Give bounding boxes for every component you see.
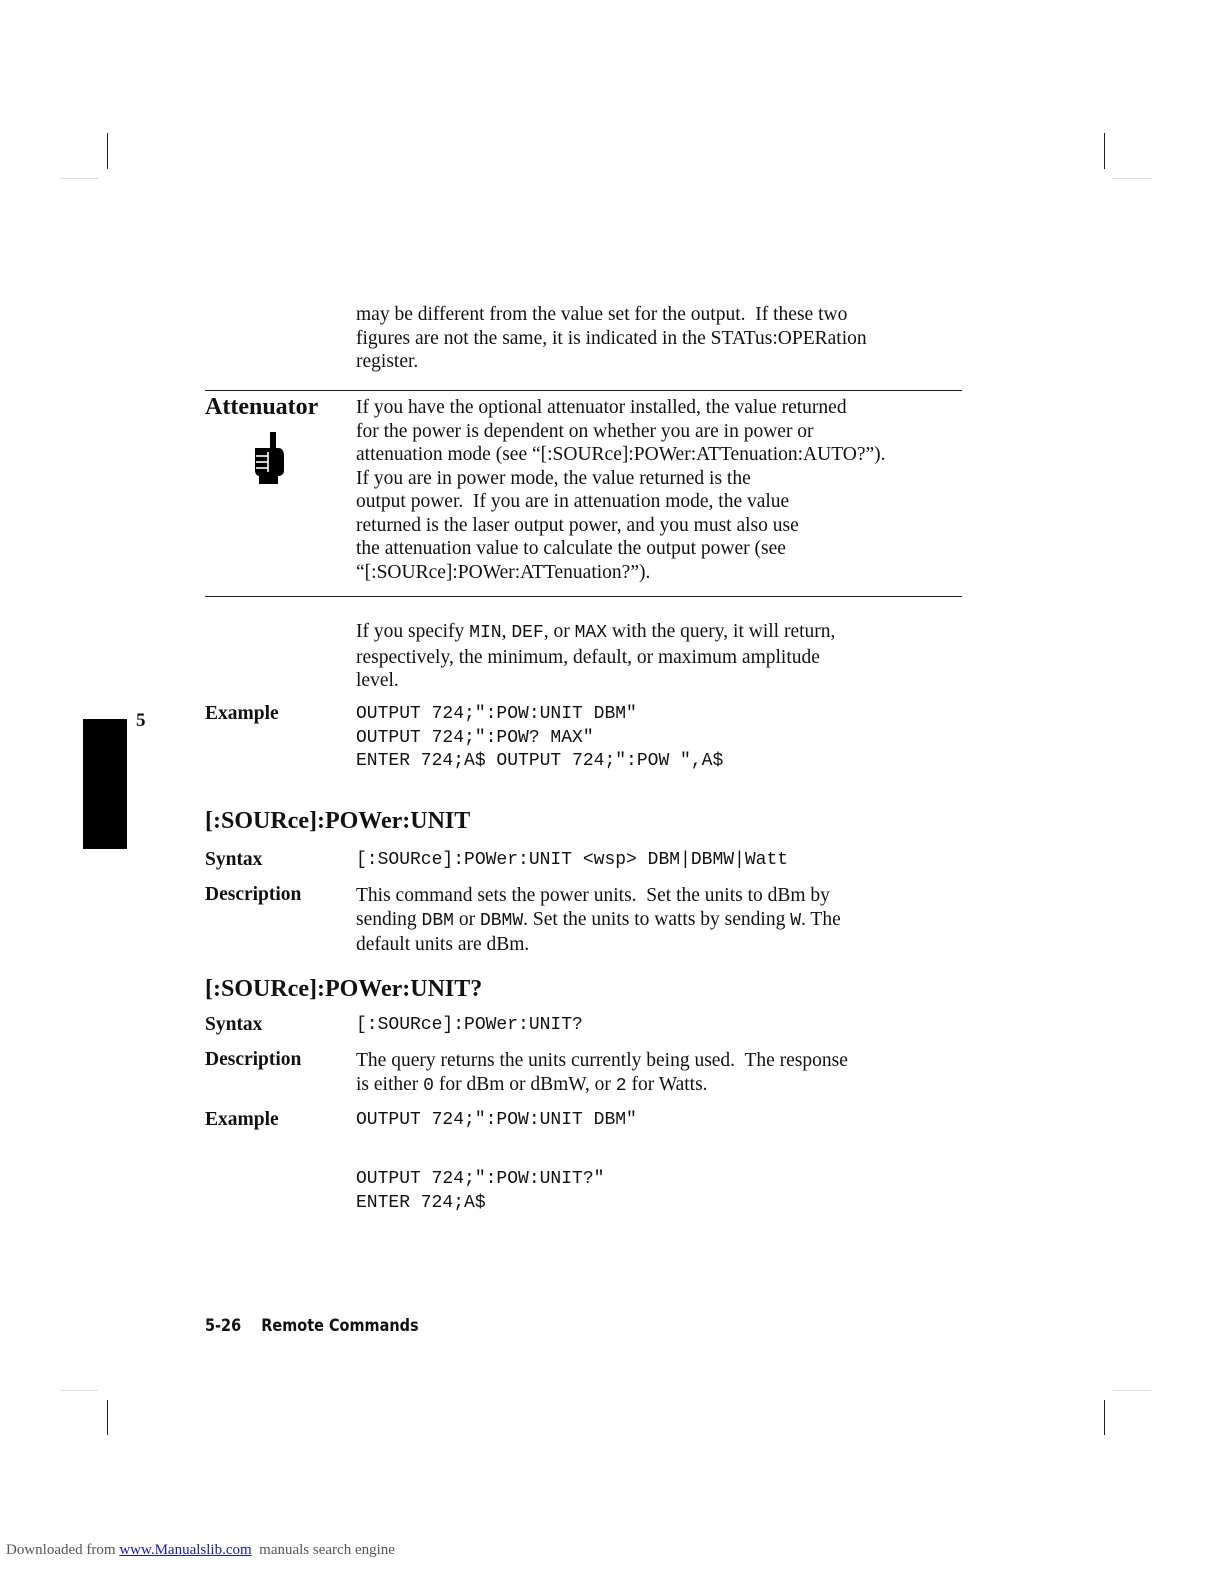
code-dbmw: DBMW bbox=[479, 910, 524, 931]
text-span: for dBm or dBmW, or bbox=[433, 1073, 616, 1095]
example-label: Example bbox=[205, 1109, 279, 1130]
section-heading-unit: [:SOURce]:POWer:UNIT bbox=[205, 808, 471, 834]
text-span: sending bbox=[356, 908, 422, 930]
manualslib-link[interactable]: www.Manualslib.com bbox=[119, 1542, 252, 1558]
crop-guide-top-right bbox=[1113, 178, 1151, 179]
description-paragraph bbox=[356, 884, 976, 957]
text-span: with the query, it will return, bbox=[607, 621, 836, 642]
code-line: ENTER 724;A$ bbox=[356, 1192, 486, 1213]
code-line: OUTPUT 724;":POW:UNIT DBM" bbox=[356, 704, 637, 724]
text-line: respectively, the minimum, default, or maximum amplitude bbox=[356, 646, 820, 668]
download-suffix: manuals search engine bbox=[251, 1542, 395, 1558]
text-line: returned is the laser output power, and you must also use bbox=[356, 514, 799, 536]
note-body bbox=[356, 396, 976, 584]
continuation-paragraph bbox=[356, 303, 976, 374]
crop-mark-top-right bbox=[1104, 133, 1105, 169]
description-paragraph bbox=[356, 1049, 976, 1098]
description-label: Description bbox=[205, 1049, 302, 1070]
crop-mark-top-left bbox=[107, 133, 108, 169]
text-line bbox=[356, 908, 976, 934]
code-line: OUTPUT 724;":POW:UNIT?" bbox=[356, 1169, 605, 1189]
note-label: Attenuator bbox=[205, 394, 319, 420]
page-footer bbox=[205, 1316, 419, 1336]
text-line: the attenuation value to calculate the output power (see bbox=[356, 538, 786, 559]
text-line bbox=[356, 1073, 976, 1099]
syntax-label: Syntax bbox=[205, 1014, 263, 1035]
crop-mark-bottom-left bbox=[107, 1400, 108, 1435]
text-line: figures are not the same, it is indicated in the STATus:OPERation bbox=[356, 327, 867, 349]
text-line: may be different from the value set for the output. If these two bbox=[356, 304, 848, 325]
code-two: 2 bbox=[615, 1075, 627, 1096]
crop-guide-bottom-right bbox=[1113, 1390, 1151, 1391]
crop-mark-bottom-right bbox=[1104, 1400, 1105, 1435]
chapter-number: 5 bbox=[136, 710, 146, 731]
example-code-block bbox=[356, 1168, 604, 1215]
download-prefix: Downloaded from bbox=[6, 1542, 120, 1558]
code-min: MIN bbox=[469, 623, 502, 643]
note-top-rule bbox=[205, 390, 962, 391]
text-span: If you specify bbox=[356, 621, 470, 642]
footer-gap bbox=[241, 1316, 261, 1336]
code-dbm: DBM bbox=[421, 910, 454, 931]
example-code-block bbox=[356, 703, 723, 774]
syntax-value: [:SOURce]:POWer:UNIT? bbox=[356, 1015, 583, 1035]
syntax-value: [:SOURce]:POWer:UNIT <wsp> DBM|DBMW|Watt bbox=[356, 850, 789, 870]
text-line: “[:SOURce]:POWer:ATTenuation?”). bbox=[356, 561, 651, 583]
code-line: ENTER 724;A$ OUTPUT 724;":POW ",A$ bbox=[356, 751, 724, 771]
code-zero: 0 bbox=[423, 1075, 434, 1096]
crop-guide-bottom-left bbox=[60, 1390, 98, 1391]
pointing-hand-icon bbox=[252, 432, 286, 484]
page-number: 5-26 bbox=[205, 1316, 242, 1336]
crop-guide-top-left bbox=[60, 178, 98, 179]
description-label: Description bbox=[205, 884, 302, 905]
code-max: MAX bbox=[574, 623, 608, 643]
text-line: register. bbox=[356, 351, 419, 372]
text-span: , or bbox=[543, 621, 575, 642]
text-span: is either bbox=[356, 1073, 424, 1095]
text-line: for the power is dependent on whether you are in power or bbox=[356, 420, 814, 442]
text-line: If you have the optional attenuator installed, the value returned bbox=[356, 397, 847, 418]
section-heading-unit-query: [:SOURce]:POWer:UNIT? bbox=[205, 976, 483, 1002]
code-w: W bbox=[790, 910, 802, 931]
text-span: . The bbox=[801, 908, 841, 930]
note-bottom-rule bbox=[205, 596, 962, 597]
text-line: output power. If you are in attenuation mode, the value bbox=[356, 491, 790, 512]
text-span: , bbox=[501, 621, 512, 642]
text-line bbox=[356, 620, 976, 646]
syntax-label: Syntax bbox=[205, 849, 263, 870]
code-def: DEF bbox=[511, 623, 544, 643]
text-line: level. bbox=[356, 670, 399, 691]
example-label: Example bbox=[205, 703, 279, 724]
text-span: or bbox=[453, 908, 480, 930]
text-line: attenuation mode (see “[:SOURce]:POWer:ATTenuation:AUTO?”). bbox=[356, 444, 886, 465]
chapter-tab bbox=[83, 719, 127, 849]
text-line: If you are in power mode, the value returned is the bbox=[356, 467, 751, 489]
minmax-paragraph bbox=[356, 620, 976, 693]
example-code-line: OUTPUT 724;":POW:UNIT DBM" bbox=[356, 1110, 637, 1130]
text-line: The query returns the units currently being used. The response bbox=[356, 1050, 848, 1071]
text-line: default units are dBm. bbox=[356, 934, 530, 955]
text-span: . Set the units to watts by sending bbox=[523, 908, 791, 930]
download-notice bbox=[6, 1542, 395, 1559]
text-line: This command sets the power units. Set the units to dBm by bbox=[356, 885, 830, 906]
code-line: OUTPUT 724;":POW? MAX" bbox=[356, 727, 594, 748]
text-span: for Watts. bbox=[626, 1073, 708, 1095]
footer-section: Remote Commands bbox=[261, 1316, 419, 1336]
